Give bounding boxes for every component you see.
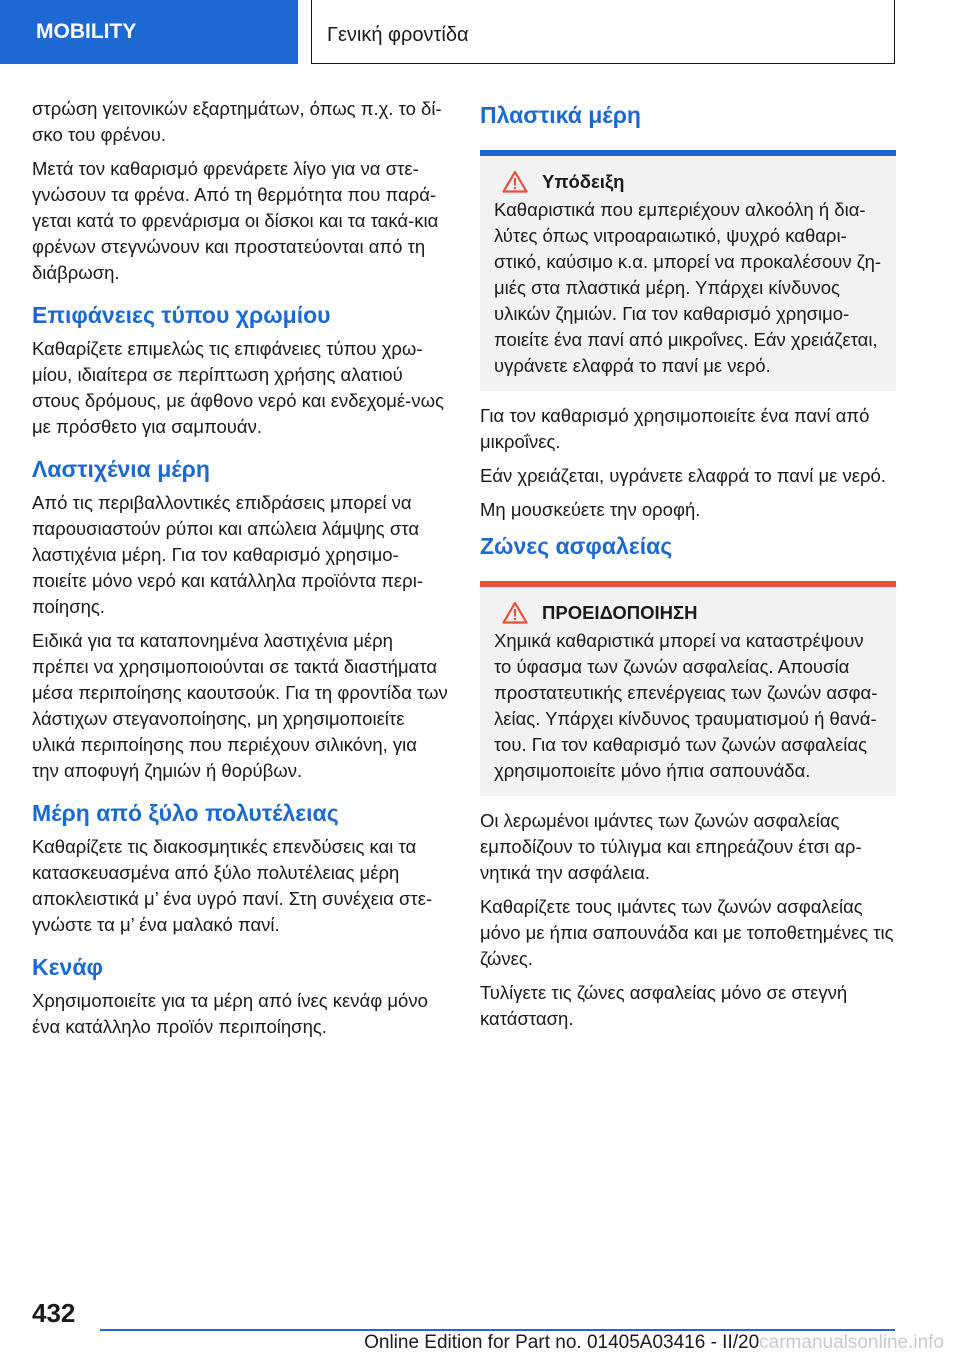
breadcrumb: Γενική φροντίδα [311,0,895,64]
paragraph: Για τον καθαρισμό χρησιμοποιείτε ένα πανί από μικροΐνες. [480,405,870,452]
notice-title: Υπόδειξη [542,170,625,192]
paragraph: Μετά τον καθαρισμό φρενάρετε λίγο για να στε-γνώσουν τα φρένα. Από τη θερμότητα που παρά-γεται κατά το φρενάρισμα οι δίσκοι και τα τακά-κια φρένων στεγνώνουν και προστατεύονται από τη διάβρωση. [32,158,439,283]
warning-header [502,601,882,624]
paragraph: Καθαρίζετε τις διακοσμητικές επενδύσεις και τα κατασκευασμένα από ξύλο πολυτέλειας μέρη αποκλειστικά μ’ ένα υγρό πανί. Στη συνέχεια στε-γνώστε τα μ’ ένα μαλακό πανί. [32,836,433,935]
section-heading-rubber: Λαστιχένια μέρη [32,456,210,482]
paragraph: Χρησιμοποιείτε για τα μέρη από ίνες κενάφ μόνο ένα κατάλληλο προϊόν περιποίησης. [32,990,428,1037]
paragraph: Εάν χρειάζεται, υγράνετε ελαφρά το πανί με νερό. [480,465,886,486]
section-heading-seatbelts: Ζώνες ασφαλείας [480,533,673,559]
paragraph: Οι λερωμένοι ιμάντες των ζωνών ασφαλείας εμποδίζουν το τύλιγμα και επηρεάζουν έτσι αρ-νητικά την ασφάλεια. [480,810,862,883]
paragraph: Μη μουσκεύετε την οροφή. [480,499,701,520]
paragraph: Καθαρίζετε τους ιμάντες των ζωνών ασφαλείας μόνο με ήπια σαπουνάδα και με τοποθετημένες τις ζώνες. [480,896,894,969]
page-number: 432 [32,1298,76,1328]
paragraph: Τυλίγετε τις ζώνες ασφαλείας μόνο σε στεγνή κατάσταση. [480,982,848,1029]
notice-box [480,156,896,391]
section-heading-kenaf: Κενάφ [32,954,103,980]
notice-text: Καθαριστικά που εμπεριέχουν αλκοόλη ή δια-λύτες όπως νιτροαραιωτικό, ψυχρό καθαρι-στικό, καύσιμο κ.α. μπορεί να προκαλέσουν ζη-μιές στα πλαστικά μέρη. Υπάρχει κίνδυνος υλικών ζημιών. Για τον καθαρισμό χρησιμο-ποιείτε ένα πανί από μικροΐνες. Εάν χρειάζεται, υγράνετε ελαφρά το πανί με νερό. [494,199,882,376]
warning-text: Χημικά καθαριστικά μπορεί να καταστρέψουν το ύφασμα των ζωνών ασφαλείας. Απουσία προστατευτικής επενέργειας των ζωνών ασφα-λείας. Υπάρχει κίνδυνος τραυματισμού ή θανά-του. Για τον καθαρισμό των ζωνών ασφαλείας χρησιμοποιείτε μόνο ήπια σαπουνάδα. [494,630,878,781]
footer-text [364,1332,944,1354]
watermark-text: carmanualsonline.info [759,1332,944,1353]
edition-text: Online Edition for Part no. 01405A03416 - II/20 [364,1332,760,1353]
chapter-tab: MOBILITY [0,0,298,64]
section-heading-chrome: Επιφάνειες τύπου χρωμίου [32,302,331,328]
footer-rule [100,1329,895,1331]
left-column [32,96,448,1048]
paragraph: Ειδικά για τα καταπονημένα λαστιχένια μέρη πρέπει να χρησιμοποιούνται σε τακτά διαστήματα μέσα περιποίησης καουτσούκ. Για τη φροντίδα των λάστιχων στεγανοποίησης, μη χρησιμοποιείτε υλικά περιποίησης που περιέχουν σιλικόνη, για την αποφυγή ζημιών ή θορύβων. [32,630,448,781]
warning-triangle-icon [502,170,528,193]
paragraph: Από τις περιβαλλοντικές επιδράσεις μπορεί να παρουσιαστούν ρύποι και απώλεια λάμψης στα λαστιχένια μέρη. Για τον καθαρισμό χρησιμο-ποιείτε μόνο νερό και κατάλληλα προϊόντα περι-ποίησης. [32,492,423,617]
warning-title: ΠΡΟΕΙΔΟΠΟΙΗΣΗ [542,601,698,623]
section-heading-wood: Μέρη από ξύλο πολυτέλειας [32,800,339,826]
paragraph: Καθαρίζετε επιμελώς τις επιφάνειες τύπου χρω-μίου, ιδιαίτερα σε περίπτωση χρήσης αλατιού στους δρόμους, με άφθονο νερό και ενδεχομέ-νως με πρόσθετο για σαμπουάν. [32,338,444,437]
warning-box [480,587,896,796]
notice-header [502,170,882,193]
section-heading-plastic: Πλαστικά μέρη [480,102,641,128]
right-column [480,96,896,1040]
warning-triangle-icon [502,601,528,624]
paragraph: στρώση γειτονικών εξαρτημάτων, όπως π.χ. το δί-σκο του φρένου. [32,98,442,145]
